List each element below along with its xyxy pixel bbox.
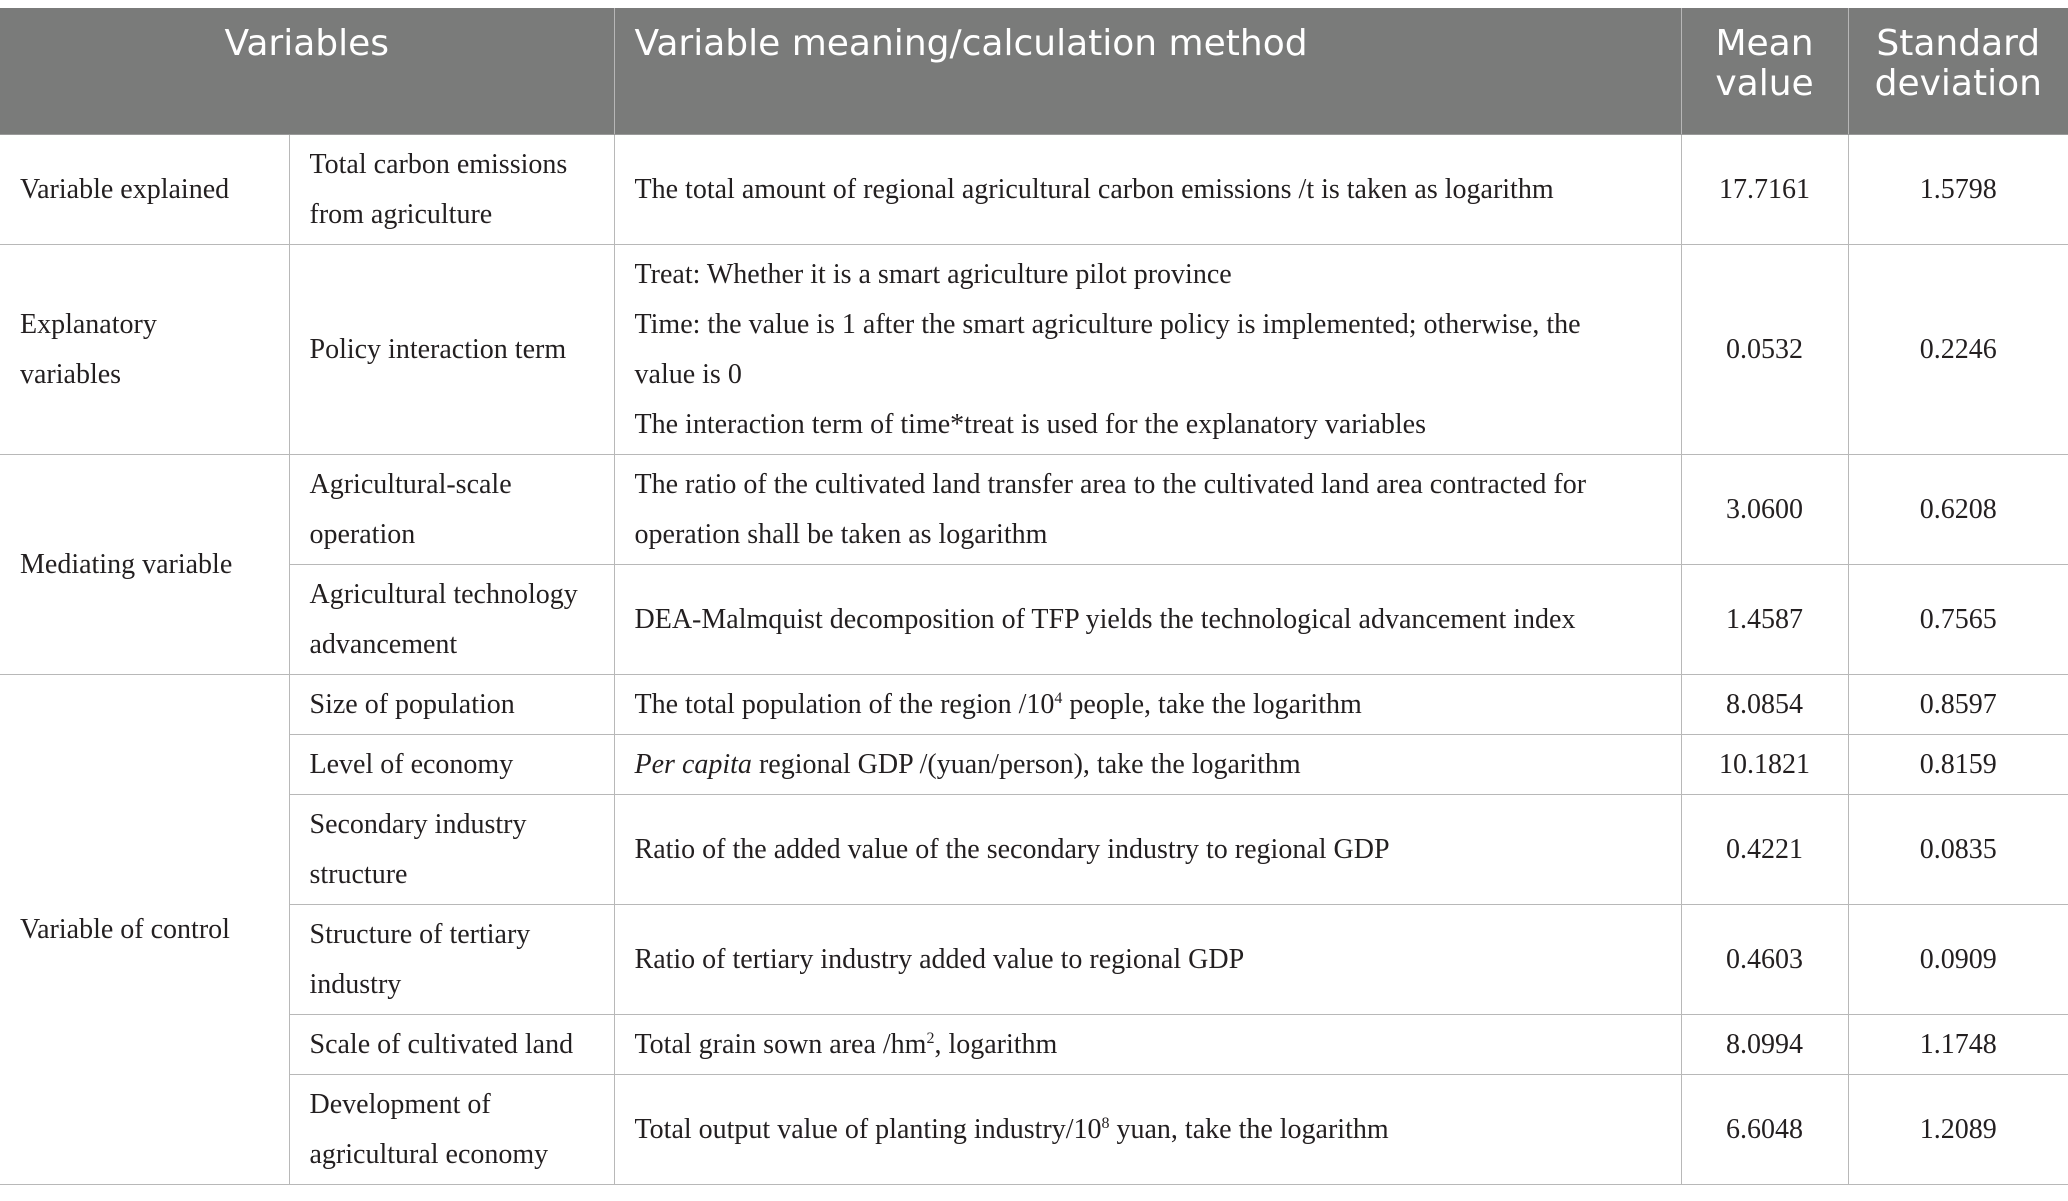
exponent: 8: [1101, 1114, 1110, 1132]
sd-tech-advancement: 0.7565: [1848, 565, 2068, 675]
variable-name-population: Size of population: [289, 675, 614, 735]
header-sd-line2: deviation: [1874, 63, 2042, 104]
mean-value-policy-interaction: 0.0532: [1681, 245, 1848, 455]
mean-value-cultivated-land: 8.0994: [1681, 1015, 1848, 1075]
variable-name-line: structure: [309, 858, 408, 890]
header-variables: Variables: [0, 8, 614, 135]
table-row-economy: [0, 735, 2068, 795]
category-variable-of-control: Variable of control: [0, 675, 289, 1185]
table-row-tech-advancement: [0, 565, 2068, 675]
mean-value-economy: 10.1821: [1681, 735, 1848, 795]
meaning-text: Total grain sown area /hm: [634, 1028, 927, 1060]
header-standard-deviation: [1848, 8, 2068, 135]
sd-carbon-emissions: 1.5798: [1848, 135, 2068, 245]
meaning-text: yuan, take the logarithm: [1109, 1113, 1389, 1145]
table-row-policy-interaction: [0, 245, 2068, 455]
variable-name-agricultural-scale: [289, 455, 614, 565]
meaning-line: operation shall be taken as logarithm: [634, 518, 1048, 550]
sd-secondary-industry: 0.0835: [1848, 795, 2068, 905]
meaning-line: The interaction term of time*treat is used for the explanatory variables: [634, 408, 1426, 440]
variable-name-line: Secondary industry: [309, 808, 527, 840]
meaning-text: Total output value of planting industry/10: [634, 1113, 1102, 1145]
variable-name-line: Agricultural-scale: [309, 468, 512, 500]
meaning-text: The total population of the region /10: [634, 688, 1055, 720]
meaning-line: Time: the value is 1 after the smart agriculture policy is implemented; otherwise, the: [634, 308, 1581, 340]
exponent: 4: [1054, 689, 1063, 707]
variable-name-tech-advancement: [289, 565, 614, 675]
mean-value-carbon-emissions: 17.7161: [1681, 135, 1848, 245]
variable-name-cultivated-land: Scale of cultivated land: [289, 1015, 614, 1075]
mean-value-agricultural-scale: 3.0600: [1681, 455, 1848, 565]
header-mean-line2: value: [1715, 63, 1814, 104]
header-meaning: Variable meaning/calculation method: [614, 8, 1681, 135]
sd-economy: 0.8159: [1848, 735, 2068, 795]
variables-table: [0, 8, 2068, 1185]
table-row-agricultural-scale: [0, 455, 2068, 565]
meaning-text: regional GDP /(yuan/person), take the logarithm: [751, 748, 1301, 780]
category-line: Explanatory: [20, 308, 157, 340]
variable-meaning-carbon-emissions: The total amount of regional agricultural carbon emissions /t is taken as logarithm: [614, 135, 1681, 245]
sd-policy-interaction: 0.2246: [1848, 245, 2068, 455]
table-row-agricultural-economy: [0, 1075, 2068, 1185]
table-row-tertiary-industry: [0, 905, 2068, 1015]
mean-value-tertiary-industry: 0.4603: [1681, 905, 1848, 1015]
variable-name-policy-interaction: Policy interaction term: [289, 245, 614, 455]
variable-name-line: agricultural economy: [309, 1138, 549, 1170]
table-row-secondary-industry: [0, 795, 2068, 905]
variable-name-line: operation: [309, 518, 416, 550]
variable-meaning-cultivated-land: [614, 1015, 1681, 1075]
table-row-cultivated-land: [0, 1015, 2068, 1075]
variable-name-economy: Level of economy: [289, 735, 614, 795]
sd-agricultural-economy: 1.2089: [1848, 1075, 2068, 1185]
header-mean-value: [1681, 8, 1848, 135]
meaning-italic-text: Per capita: [634, 748, 752, 780]
mean-value-population: 8.0854: [1681, 675, 1848, 735]
table-row-population: [0, 675, 2068, 735]
variable-name-line: Total carbon emissions: [309, 148, 568, 180]
mean-value-secondary-industry: 0.4221: [1681, 795, 1848, 905]
mean-value-tech-advancement: 1.4587: [1681, 565, 1848, 675]
exponent: 2: [926, 1029, 935, 1047]
header-sd-line1: Standard: [1876, 23, 2041, 64]
variable-meaning-tech-advancement: DEA-Malmquist decomposition of TFP yields the technological advancement index: [614, 565, 1681, 675]
variable-name-line: Development of: [309, 1088, 491, 1120]
category-variable-explained: Variable explained: [0, 135, 289, 245]
header-row: [0, 8, 2068, 135]
category-mediating-variable: Mediating variable: [0, 455, 289, 675]
variable-meaning-policy-interaction: [614, 245, 1681, 455]
variable-meaning-tertiary-industry: Ratio of tertiary industry added value to regional GDP: [614, 905, 1681, 1015]
category-explanatory-variables: [0, 245, 289, 455]
meaning-line: Treat: Whether it is a smart agriculture pilot province: [634, 258, 1232, 290]
variable-meaning-agricultural-economy: [614, 1075, 1681, 1185]
meaning-line: value is 0: [634, 358, 742, 390]
variable-name-line: from agriculture: [309, 198, 493, 230]
mean-value-agricultural-economy: 6.6048: [1681, 1075, 1848, 1185]
variable-name-agricultural-economy: [289, 1075, 614, 1185]
variable-meaning-economy: [614, 735, 1681, 795]
table-row-carbon-emissions: [0, 135, 2068, 245]
sd-tertiary-industry: 0.0909: [1848, 905, 2068, 1015]
variable-name-line: industry: [309, 968, 402, 1000]
variable-name-line: Agricultural technology: [309, 578, 578, 610]
sd-agricultural-scale: 0.6208: [1848, 455, 2068, 565]
meaning-line: The ratio of the cultivated land transfer area to the cultivated land area contracted for: [634, 468, 1587, 500]
header-mean-line1: Mean: [1715, 23, 1814, 64]
meaning-text: people, take the logarithm: [1062, 688, 1362, 720]
variable-name-tertiary-industry: [289, 905, 614, 1015]
sd-population: 0.8597: [1848, 675, 2068, 735]
variable-meaning-secondary-industry: Ratio of the added value of the secondary industry to regional GDP: [614, 795, 1681, 905]
sd-cultivated-land: 1.1748: [1848, 1015, 2068, 1075]
variable-meaning-population: [614, 675, 1681, 735]
category-line: variables: [20, 358, 122, 390]
variable-name-line: Structure of tertiary: [309, 918, 531, 950]
variable-name-line: advancement: [309, 628, 458, 660]
variable-name-carbon-emissions: [289, 135, 614, 245]
meaning-text: , logarithm: [934, 1028, 1058, 1060]
variable-name-secondary-industry: [289, 795, 614, 905]
variables-table-container: [0, 8, 2068, 1185]
variable-meaning-agricultural-scale: [614, 455, 1681, 565]
